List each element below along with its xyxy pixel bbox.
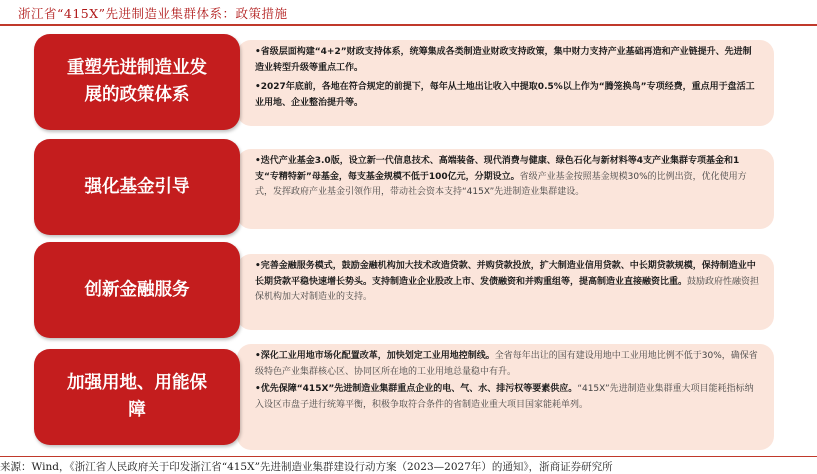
- detail-item: •完善金融服务模式，鼓励金融机构加大技术改造贷款、并购贷款投放，扩大制造业信用贷款、中长期贷款规模，保持制造业中长期贷款平稳快速增长势头。支持制造业企业股改上市、发债融资和并购重组等，提高制造业直接融资比重。鼓励政府性融资担保机构加大对制造业的支持。: [255, 261, 760, 302]
- policy-row-land-energy: [0, 344, 817, 450]
- detail-panel-system: [237, 40, 774, 126]
- detail-item: •省级层面构建“4+2”财政支持体系，统筹集成各类制造业财政支持政策，集中财力支持产业基础再造和产业链提升、先进制造业转型升级等重点工作。: [255, 47, 752, 73]
- pillar-label: 创新金融服务: [84, 279, 190, 300]
- pillar-fund: [34, 139, 240, 235]
- detail-panel-land-energy: [237, 344, 774, 450]
- pillar-label: 强化基金引导: [84, 176, 190, 197]
- pillar-land-energy: [34, 349, 240, 445]
- source-divider: [0, 456, 817, 457]
- policy-row-fund: [0, 139, 817, 235]
- pillar-label: 加强用地、用能保障: [67, 373, 207, 420]
- policy-row-finance: [0, 242, 817, 338]
- pillar-system: [34, 34, 240, 130]
- detail-item: •2027年底前，各地在符合规定的前提下，每年从土地出让收入中提取0.5%以上作为“腾笼换鸟”专项经费，重点用于盘活工业用地、企业整治提升等。: [255, 82, 755, 108]
- pillar-label: 重塑先进制造业发展的政策体系: [67, 58, 207, 105]
- detail-item: •优先保障“415X”先进制造业集群重点企业的电、气、水、排污权等要素供应。“415X”先进制造业集群重大项目能耗指标纳入设区市盘子进行统筹平衡，积极争取符合条件的省制造业重大项目国家能耗单列。: [255, 384, 754, 410]
- detail-panel-fund: [237, 149, 774, 229]
- detail-panel-finance: [237, 254, 774, 330]
- detail-item: •深化工业用地市场化配置改革，加快划定工业用地控制线。全省每年出让的国有建设用地中工业用地比例不低于30%，确保省级特色产业集群核心区、协同区所在地的工业用地总量稳中有升。: [255, 351, 758, 377]
- page-title: 浙江省“415X”先进制造业集群体系：政策措施: [18, 6, 288, 21]
- title-divider: [0, 24, 817, 26]
- source-note: 来源：Wind，《浙江省人民政府关于印发浙江省“415X”先进制造业集群建设行动方案（2023—2027年）的通知》，浙商证券研究所: [0, 461, 613, 473]
- pillar-finance: [34, 242, 240, 338]
- policy-row-system: [0, 34, 817, 130]
- detail-item: •迭代产业基金3.0版，设立新一代信息技术、高端装备、现代消费与健康、绿色石化与新材料等4支产业集群专项基金和1支“专精特新”母基金，每支基金规模不低于100亿元，分期设立。省级产业基金按照基金规模30%的比例出资，优化使用方式，发挥政府产业基金引领作用，带动社会资本支持“415X”先进制造业集群建设。: [255, 156, 747, 197]
